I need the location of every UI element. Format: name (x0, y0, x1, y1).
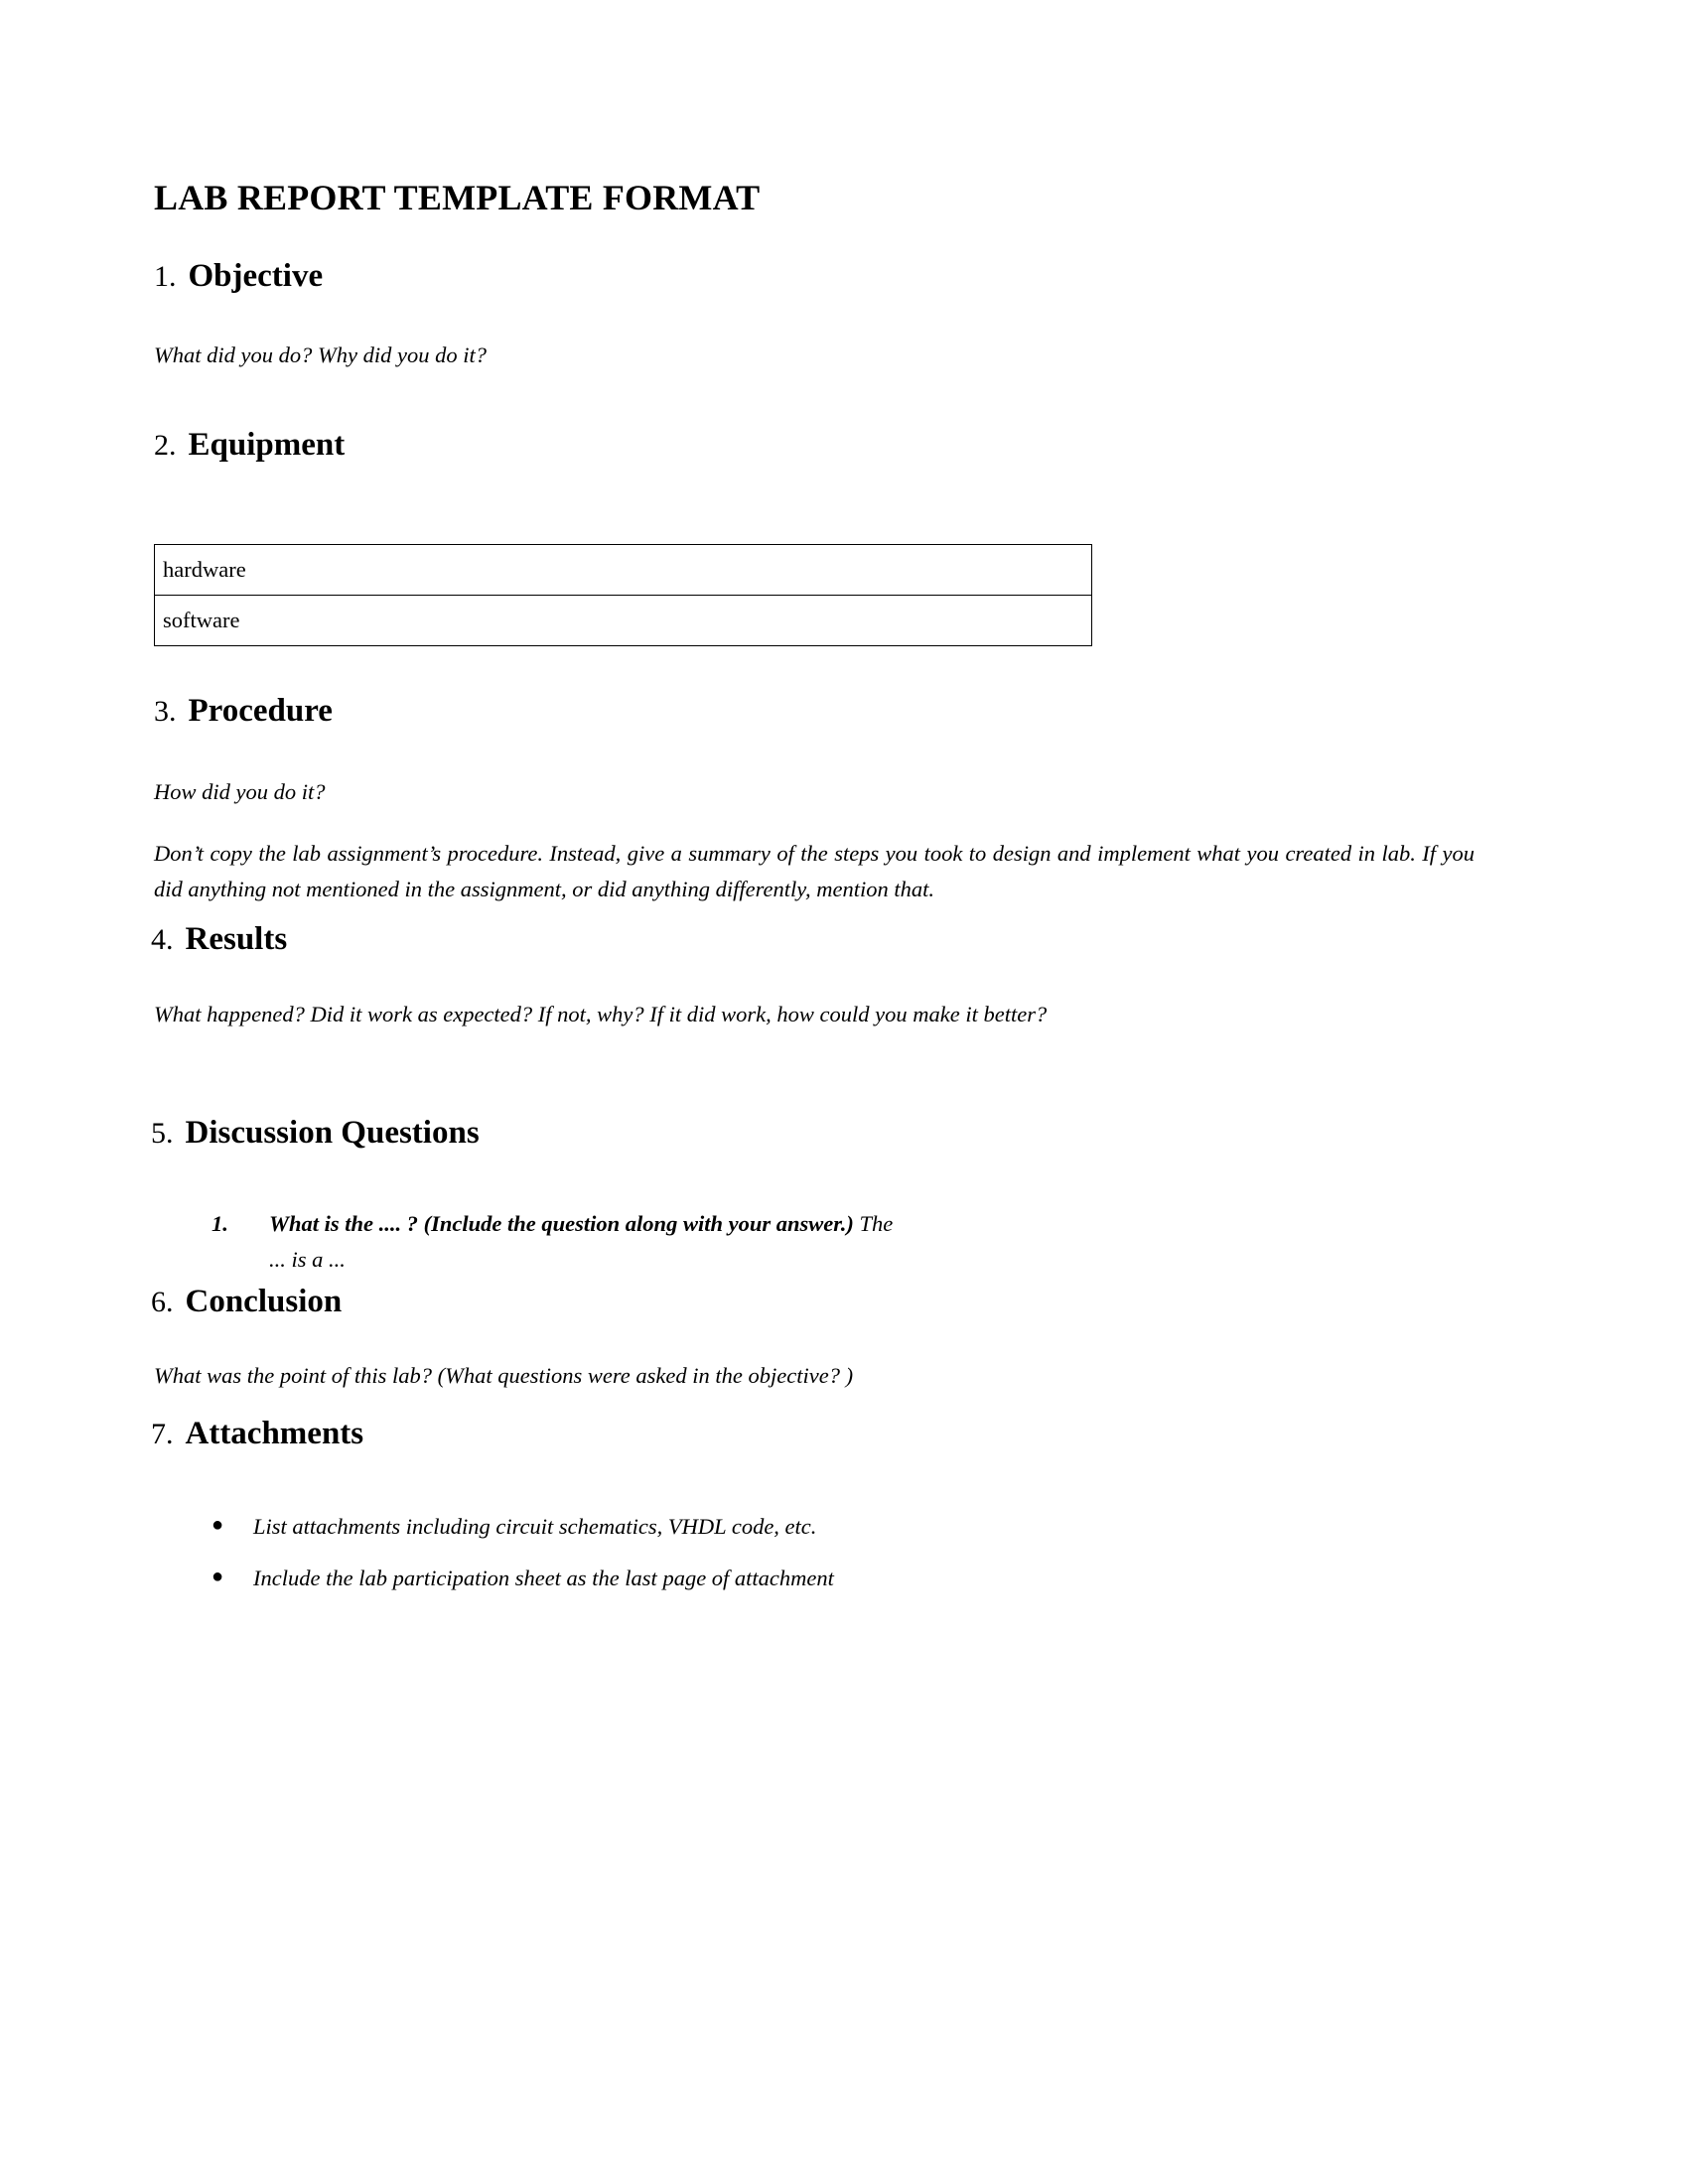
section-title: Equipment (188, 427, 346, 463)
section-title: Procedure (188, 693, 333, 729)
section-number: 3. (154, 695, 177, 728)
conclusion-body-text: What was the point of this lab? (What questions were asked in the objective? ) (154, 1363, 854, 1388)
bullet-icon: ● (211, 1566, 224, 1588)
section-title: Attachments (185, 1416, 364, 1451)
list-item (154, 1206, 909, 1279)
section-heading-discussion-questions (151, 1117, 480, 1150)
question-bold-text: What is the .... ? (Include the question along with your answer.) (269, 1211, 854, 1236)
bullet-icon: ● (211, 1514, 224, 1536)
section-number: 6. (151, 1286, 174, 1318)
page-title: LAB REPORT TEMPLATE FORMAT (154, 178, 761, 217)
results-body-text: What happened? Did it work as expected? If not, why? If it did work, how could you make it better? (154, 1002, 1048, 1026)
discussion-questions-list (154, 1206, 909, 1279)
attachments-list (154, 1509, 1246, 1613)
section-title: Discussion Questions (185, 1115, 480, 1151)
table-row[interactable] (155, 596, 1092, 646)
section-title: Results (185, 921, 288, 957)
section-title: Objective (188, 258, 324, 294)
list-item (154, 1509, 1246, 1545)
section-heading-results (151, 923, 287, 956)
equipment-software-cell[interactable]: software (155, 596, 1092, 646)
section-heading-objective (154, 260, 323, 293)
section-number: 5. (151, 1117, 174, 1150)
procedure-body-text: How did you do it? (154, 779, 326, 804)
list-item-text: List attachments including circuit schematics, VHDL code, etc. (253, 1514, 817, 1539)
equipment-hardware-cell[interactable]: hardware (155, 545, 1092, 596)
section-heading-procedure (154, 695, 333, 728)
section-number: 7. (151, 1418, 174, 1450)
equipment-table (154, 544, 1092, 646)
section-heading-conclusion (151, 1286, 342, 1318)
section-number: 4. (151, 923, 174, 956)
list-item-marker: 1. (211, 1211, 228, 1236)
section-number: 2. (154, 429, 177, 462)
question-plain-text: The ... is a ... (269, 1211, 894, 1273)
section-heading-equipment (154, 429, 345, 462)
list-item (154, 1561, 1246, 1596)
list-item-text: Include the lab participation sheet as the last page of attachment (253, 1566, 834, 1591)
list-item-text (269, 1206, 909, 1279)
section-number: 1. (154, 260, 177, 293)
table-row[interactable] (155, 545, 1092, 596)
section-heading-attachments (151, 1418, 363, 1450)
objective-body-text: What did you do? Why did you do it? (154, 342, 487, 367)
section-title: Conclusion (185, 1284, 343, 1319)
procedure-body-text-detail: Don’t copy the lab assignment’s procedure. Instead, give a summary of the steps you took to design and implement what you created in lab. If you did anything not mentioned in the assignment, or did anything differently, mention that. (154, 841, 1475, 902)
